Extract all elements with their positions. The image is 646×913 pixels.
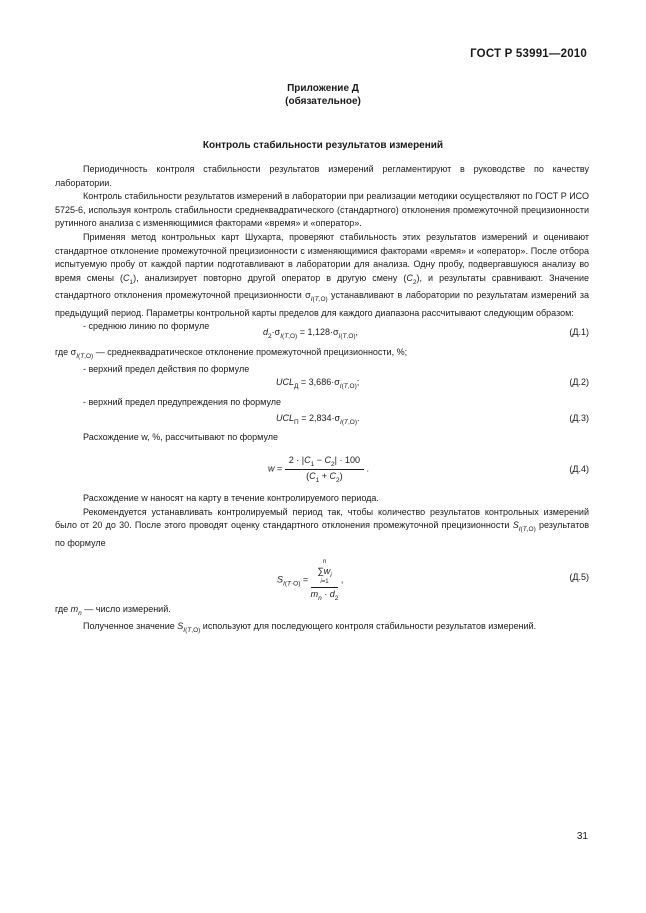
equation-d4-fraction: $\frac{2 \cdot |C_1 - C_2| \cdot 100}{(C_1 + C_2)}$ [285,455,364,484]
paragraph-control-period: Рекомендуется устанавливать контролируемый период так, чтобы количество результатов контрольных измерений было от 20 до 30. После этого проводят оценку стандартного отклонения промежуточной прецизионности $S_{I(T,O)}$ результатов по формуле [55,506,589,548]
equation-d3-number: (Д.3) [569,413,589,423]
equation-d1 [55,327,589,345]
equation-d2 [55,377,589,395]
equation-d3-formula: $UCL_П = 2,834\cdot\sigma_{I(T,O)}$. [276,413,360,426]
paragraph-shewhart: Применяя метод контрольных карт Шухарта, проверяют стабильность этих результатов измерений и оценивают стандартное отклонение промежуточной прецизионности с изменяющимися факторами «время» и «оператор». После отбора испытуемую пробу от каждой партии подготавливают в лаборатории для анализа. Одну пробу, подвергавшуюся анализу во время смены $(C_1)$, анализирует повторно другой оператор в другую смену $(C_2)$, и результаты сравнивают. Значение стандартного отклонения промежуточной прецизионности $\sigma_{I(T,O)}$ устанавливают в лаборатории по результатам измерений за предыдущий период. Параметры контрольной карты пределов для каждого диапазона рассчитывают следующим образом: [55,231,589,318]
equation-d4-number: (Д.4) [569,464,589,474]
equation-d4 [55,455,589,487]
appendix-status: (обязательное) [285,96,361,107]
equation-d2-number: (Д.2) [569,377,589,387]
equation-d3 [55,413,589,431]
equation-d5 [55,555,589,602]
appendix-title: Приложение Д [287,83,359,94]
equation-d1-formula: $d_2\cdot\sigma_{I(T,O)} = 1,128\cdot\sigma_{I(T,O)}$, [263,327,359,340]
paragraph-periodicity: Периодичность контроля стабильности результатов измерений регламентируют в руководстве по качеству лаборатории. [55,164,589,188]
appendix-heading [0,82,646,108]
paragraph-divergence: Расхождение w, %, рассчитывают по формуле [83,432,279,442]
where-mn: где $m_n$ — число измерений. [55,604,171,617]
equation-d5-fraction: n $\sum w_i$ i=1 $m_n \cdot d_2$ [310,559,339,602]
list-item-action-limit: - верхний предел действия по формуле [83,364,250,375]
text-block-divergence [55,431,589,445]
text-block-where1 [55,346,589,377]
equation-d5-formula: $S_{I(T\cdot O)}$ = n $\sum w_i$ i=1 $m_n \cdot d_2$ , [277,559,344,602]
equation-d5-number: (Д.5) [569,572,589,582]
list-item-mean-line: - среднюю линию по формуле [83,321,210,332]
text-block-item3 [55,396,589,410]
equation-d1-number: (Д.1) [569,327,589,337]
list-item-warning-limit: - верхний предел предупреждения по формуле [83,397,282,407]
where-sigma: где $\sigma_{I(T,O)}$ — среднеквадратическое отклонение промежуточной прецизионности, %; [55,347,408,360]
section-title: Контроль стабильности результатов измерений [202,140,444,151]
paragraph-final: Полученное значение $S_{I(T,O)}$ используют для последующего контроля стабильности результатов измерений. [83,621,537,635]
document-id: ГОСТ Р 53991—2010 [470,48,587,60]
paragraph-plot-divergence: Расхождение w наносят на карту в течение контролируемого периода. [83,493,379,503]
page-number: 31 [576,831,588,842]
equation-d2-formula: $UCL_Д = 3,686\cdot\sigma_{I(T,O)}$; [276,377,360,390]
equation-d4-formula: w = $\frac{2 \cdot |C_1 - C_2| \cdot 100}{(C_1 + C_2)}$ . [268,455,369,484]
text-block-final [55,603,589,638]
paragraph-control-method: Контроль стабильности результатов измерений в лаборатории при реализации методики осуществляют по ГОСТ Р ИСО 5725-6, используя контроль стабильности среднеквадратического (стандартного) отклонения промежуточной прецизионности рутинного анализа с изменяющимися факторами «время» и «оператор». [55,191,589,229]
text-block-intro [55,163,589,334]
text-block-period [55,492,589,550]
